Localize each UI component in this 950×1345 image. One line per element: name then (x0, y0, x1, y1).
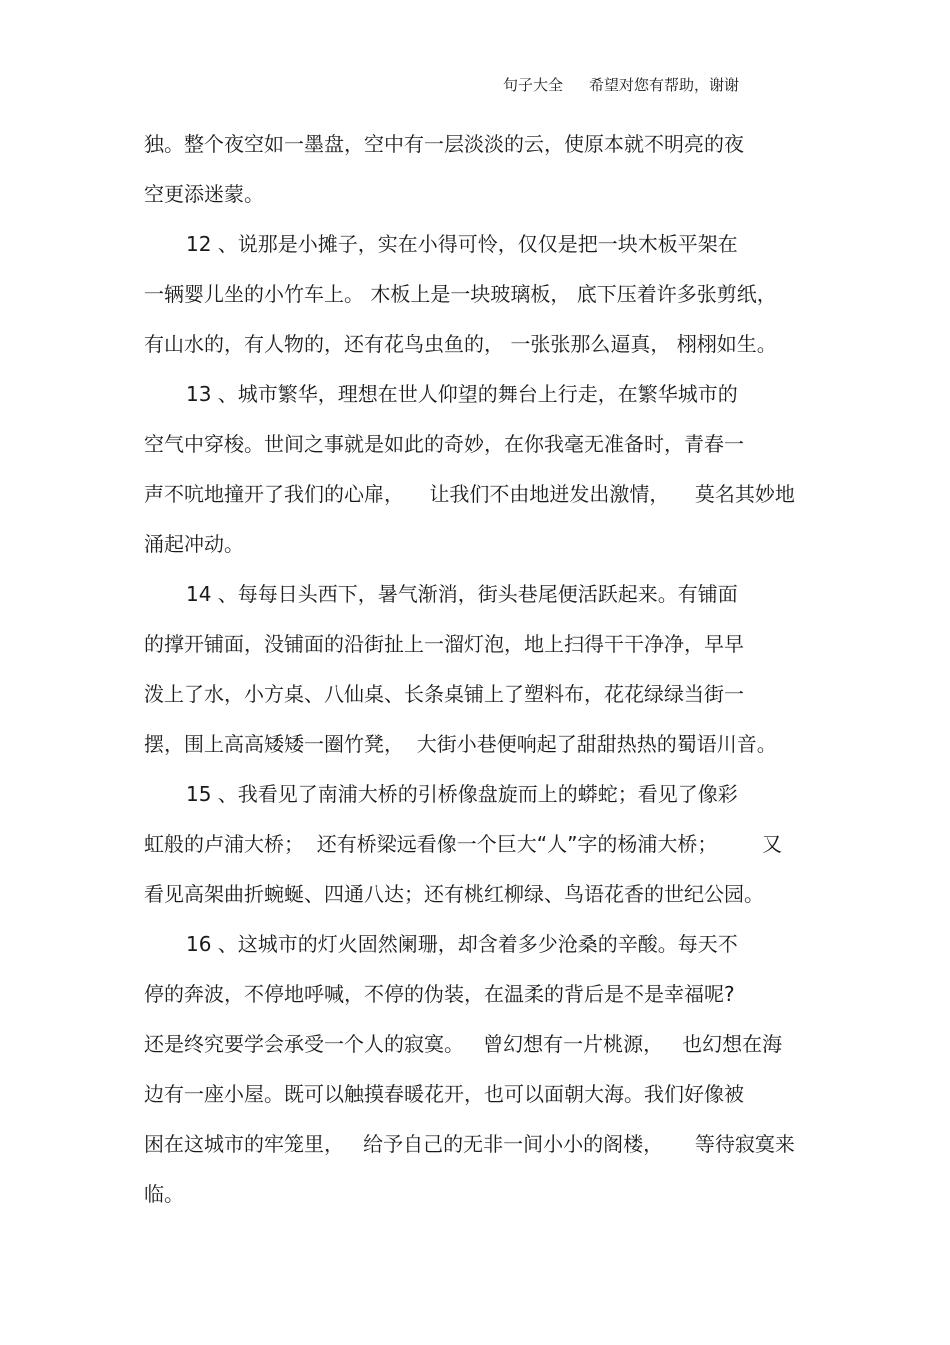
header-left-text: 句子大全 (503, 76, 564, 94)
paragraph-16-start: 16 、这城市的灯火固然阑珊，却含着多少沧桑的辛酸。每天不 (186, 932, 738, 956)
text-line: 独。整个夜空如一墨盘，空中有一层淡淡的云，使原本就不明亮的夜 (144, 132, 744, 156)
text-line: 边有一座小屋。既可以触摸春暖花开，也可以面朝大海。我们好像被 (144, 1082, 744, 1106)
text-line: 的撑开铺面，没铺面的沿街扯上一溜灯泡，地上扫得干干净净，早早 (144, 632, 744, 656)
text-line: 一辆婴儿坐的小竹车上。 木板上是一块玻璃板， 底下压着许多张剪纸， (144, 282, 777, 306)
text-line: 虹般的卢浦大桥； 还有桥梁远看像一个巨大“人”字的杨浦大桥； 又 (144, 832, 782, 856)
text-line: 空气中穿梭。世间之事就是如此的奇妙，在你我毫无准备时，青春一 (144, 432, 744, 456)
header-right-text: 希望对您有帮助，谢谢 (589, 76, 740, 94)
text-line: 空更添迷蒙。 (144, 182, 264, 206)
paragraph-14-start: 14 、每每日头西下，暑气渐消，街头巷尾便活跃起来。有铺面 (186, 582, 738, 606)
text-line: 困在这城市的牢笼里， 给予自己的无非一间小小的阁楼， 等待寂寞来 (144, 1132, 795, 1156)
text-line: 摆，围上高高矮矮一圈竹凳， 大街小巷便响起了甜甜热热的蜀语川音。 (144, 732, 777, 756)
text-line: 停的奔波，不停地呼喊，不停的伪装，在温柔的背后是不是幸福呢? (144, 982, 735, 1006)
paragraph-13-start: 13 、城市繁华，理想在世人仰望的舞台上行走，在繁华城市的 (186, 382, 738, 406)
text-line: 泼上了水，小方桌、八仙桌、长条桌铺上了塑料布，花花绿绿当街一 (144, 682, 744, 706)
text-line: 有山水的，有人物的，还有花鸟虫鱼的， 一张张那么逼真， 栩栩如生。 (144, 332, 777, 356)
text-line: 看见高架曲折蜿蜒、四通八达；还有桃红柳绿、鸟语花香的世纪公园。 (144, 882, 764, 906)
text-line: 涌起冲动。 (144, 532, 244, 556)
text-line: 临。 (144, 1182, 184, 1206)
page-header (503, 74, 739, 95)
paragraph-15-start: 15 、我看见了南浦大桥的引桥像盘旋而上的蟒蛇；看见了像彩 (186, 782, 738, 806)
text-line: 声不吭地撞开了我们的心扉， 让我们不由地迸发出激情， 莫名其妙地 (144, 482, 795, 506)
text-line: 还是终究要学会承受一个人的寂寞。 曾幻想有一片桃源， 也幻想在海 (144, 1032, 783, 1056)
paragraph-12-start: 12 、说那是小摊子，实在小得可怜，仅仅是把一块木板平架在 (186, 232, 738, 256)
